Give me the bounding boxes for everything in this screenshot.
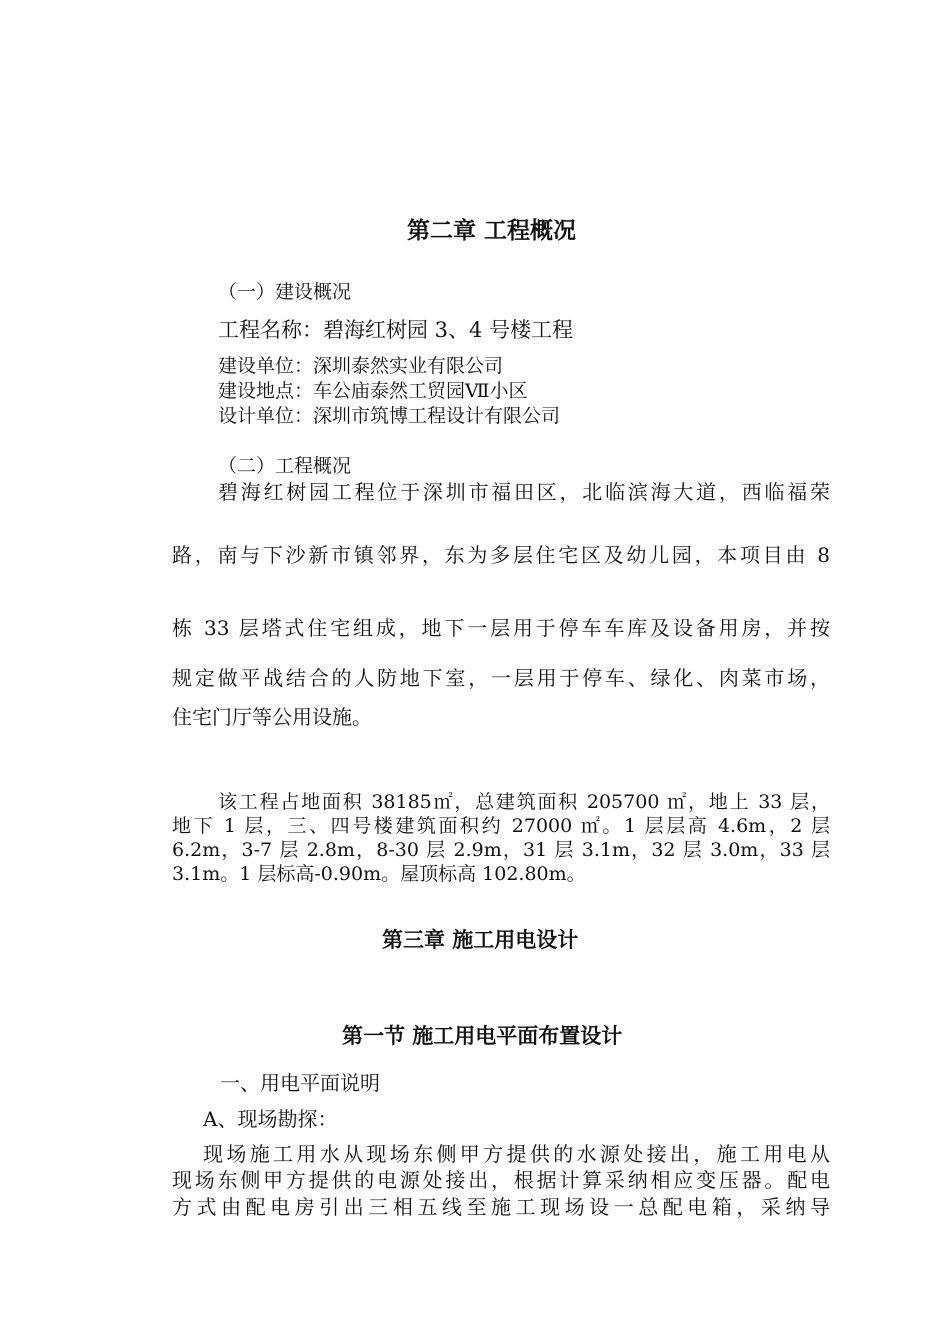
area-line-1: 该工程占地面积 38185㎡，总建筑面积 205700 ㎡，地上 33 层， xyxy=(218,791,830,813)
overview-line-4: 规定做平战结合的人防地下室，一层用于停车、绿化、肉菜市场， xyxy=(172,666,830,690)
section1-title: 第一节 施工用电平面布置设计 xyxy=(342,1024,623,1048)
designer-line: 设计单位：深圳市筑博工程设计有限公司 xyxy=(218,405,561,427)
project-name: 工程名称：碧海红树园 3、4 号楼工程 xyxy=(218,318,574,342)
overview-line-2: 路，南与下沙新市镇邻界，东为多层住宅区及幼儿园，本项目由 8 xyxy=(172,543,830,567)
area-line-2: 地下 1 层，三、四号楼建筑面积约 27000 ㎡。1 层层高 4.6m，2 层 xyxy=(172,815,830,837)
survey-line-2: 现场东侧甲方提供的电源处接出，根据计算采纳相应变压器。配电 xyxy=(172,1168,830,1192)
survey-line-3: 方式由配电房引出三相五线至施工现场设一总配电箱，采纳导 xyxy=(172,1195,830,1219)
section2-heading: （二）工程概况 xyxy=(218,455,352,477)
overview-line-1: 碧海红树园工程位于深圳市福田区，北临滨海大道，西临福荣 xyxy=(218,480,830,504)
owner-line: 建设单位：深圳泰然实业有限公司 xyxy=(218,355,504,377)
section1-heading: （一）建设概况 xyxy=(218,281,352,303)
location-line: 建设地点：车公庙泰然工贸园Ⅶ小区 xyxy=(218,380,528,402)
sub-heading-1: 一、用电平面说明 xyxy=(220,1071,380,1095)
sub-heading-A: A、现场勘探： xyxy=(203,1107,338,1131)
chapter2-title: 第二章 工程概况 xyxy=(407,218,577,244)
area-line-4: 3.1m。1 层标高-0.90m。屋顶标高 102.80m。 xyxy=(172,863,586,885)
overview-line-5: 住宅门厅等公用设施。 xyxy=(172,705,372,729)
survey-line-1: 现场施工用水从现场东侧甲方提供的水源处接出，施工用电从 xyxy=(203,1142,830,1166)
chapter3-title: 第三章 施工用电设计 xyxy=(382,928,579,952)
area-line-3: 6.2m，3-7 层 2.8m，8-30 层 2.9m，31 层 3.1m，32 层 3.0m，33 层 xyxy=(172,839,830,861)
overview-line-3: 栋 33 层塔式住宅组成，地下一层用于停车车库及设备用房，并按 xyxy=(172,616,830,640)
